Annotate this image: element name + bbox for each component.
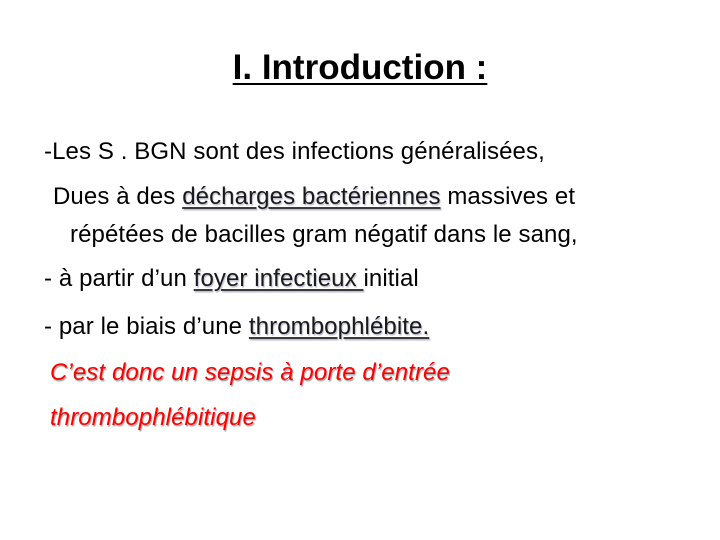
hyperlink-thrombophlebite[interactable]: thrombophlébite. <box>248 313 430 340</box>
bullet-line-5 <box>44 312 429 342</box>
bullet-line-3-text: répétées de bacilles gram négatif dans le sang, <box>70 221 578 248</box>
bullet-line-2-before: Dues à des <box>53 183 183 210</box>
bullet-line-1 <box>44 137 545 167</box>
hyperlink-foyer-infectieux[interactable]: foyer infectieux <box>193 265 364 292</box>
bullet-line-3 <box>70 220 578 250</box>
bullet-line-4-before: - à partir d’un <box>44 265 194 292</box>
emphasis-line-1 <box>50 358 450 388</box>
bullet-line-2 <box>53 182 575 212</box>
emphasis-line-2-text: thrombophlébitique <box>50 404 256 431</box>
hyperlink-decharges-bacteriennes[interactable]: décharges bactériennes <box>182 183 441 210</box>
bullet-line-5-before: - par le biais d’une <box>44 313 249 340</box>
bullet-line-1-text: -Les S . BGN sont des infections généralisées, <box>44 138 545 165</box>
bullet-line-4-after: initial <box>363 265 419 292</box>
emphasis-line-1-text: C’est donc un sepsis à porte d’entrée <box>50 359 450 386</box>
slide-title <box>0 46 720 90</box>
bullet-line-2-after: massives et <box>440 183 576 210</box>
bullet-line-4 <box>44 264 419 294</box>
emphasis-line-2 <box>50 403 256 433</box>
slide-title-text: I. Introduction : <box>232 48 488 87</box>
